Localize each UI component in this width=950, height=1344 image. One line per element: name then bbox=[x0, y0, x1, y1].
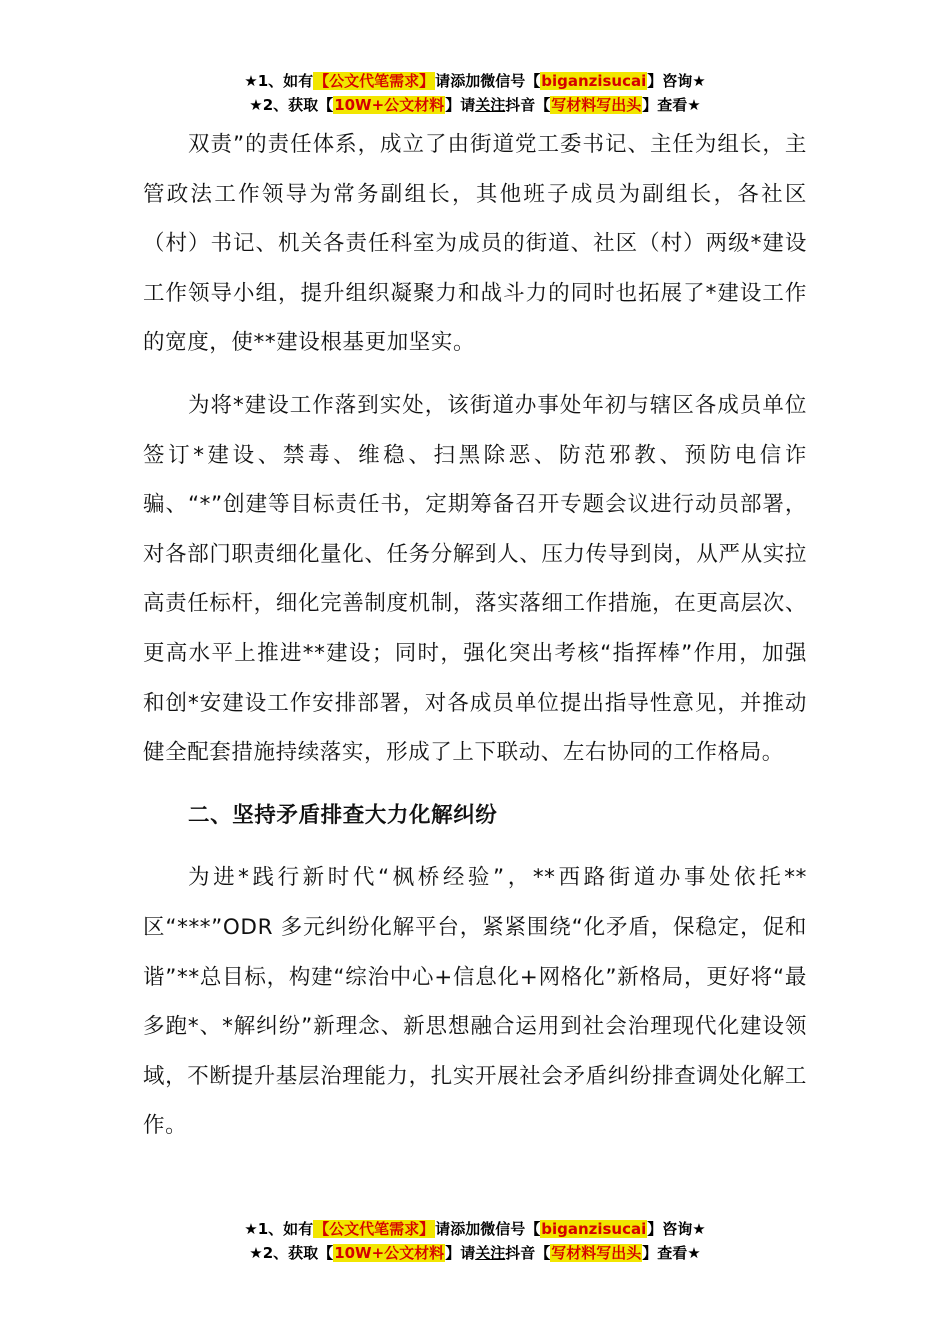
banner-line2-emphasis: 关注 bbox=[475, 96, 506, 114]
banner-line1-emphasis: 添加 bbox=[450, 72, 481, 90]
paragraph-responsibility-system: 双责”的责任体系，成立了由街道党工委书记、主任为组长，主管政法工作领导为常务副组长，其他班子成员为副组长，各社区（村）书记、机关各责任科室为成员的街道、社区（村）两级*建设工作领导小组，提升组织凝聚力和战斗力的同时也拓展了*建设工作的宽度，使**建设根基更加坚实。 bbox=[143, 132, 807, 356]
banner-line2-prefix: ★2、获取【 bbox=[249, 96, 334, 114]
footer-banner bbox=[0, 1217, 950, 1265]
banner-line1-mid: 请 bbox=[435, 72, 451, 90]
paragraph-implementation: 为将*建设工作落到实处，该街道办事处年初与辖区各成员单位签订*建设、禁毒、维稳、扫黑除恶、防范邪教、预防电信诈骗、“*”创建等目标责任书，定期筹备召开专题会议进行动员部署，对各部门职责细化量化、任务分解到人、压力传导到岗，从严从实拉高责任标杆，细化完善制度机制，落实落细工作措施，在更高层次、更高水平上推进**建设；同时，强化突出考核“指挥棒”作用，加强和创*安建设工作安排部署，对各成员单位提出指导性意见，并推动健全配套措施持续落实，形成了上下联动、左右协同的工作格局。 bbox=[143, 392, 807, 766]
document-body bbox=[143, 120, 807, 1151]
footer-line1-suffix: 】咨询★ bbox=[647, 1220, 706, 1238]
footer-banner-line-2 bbox=[0, 1241, 950, 1265]
banner-line2-douyin-account: 写材料写出头 bbox=[551, 96, 642, 114]
banner-line2-mid: 】请 bbox=[445, 96, 476, 114]
header-banner bbox=[0, 69, 950, 117]
banner-line1-prefix: ★1、如有 bbox=[244, 72, 314, 90]
footer-line2-suffix: 】查看★ bbox=[642, 1244, 701, 1262]
footer-line1-prefix: ★1、如有 bbox=[244, 1220, 314, 1238]
footer-line1-wechat-id: biganzisucai bbox=[541, 1220, 647, 1238]
footer-line2-highlight-materials: 10W+公文材料 bbox=[334, 1244, 445, 1262]
paragraph-dispute-resolution: 为进*践行新时代“枫桥经验”，**西路街道办事处依托**区“***”ODR 多元纠纷化解平台，紧紧围绕“化矛盾，保稳定，促和谐”**总目标，构建“综治中心+信息化+网格化”新格局，更好将“最多跑*、*解纠纷”新理念、新思想融合运用到社会治理现代化建设领域，不断提升基层治理能力，扎实开展社会矛盾纠纷排查调处化解工作。 bbox=[143, 865, 807, 1139]
banner-line1-wechat-id: biganzisucai bbox=[541, 72, 647, 90]
footer-line2-douyin-account: 写材料写出头 bbox=[551, 1244, 642, 1262]
banner-line-1 bbox=[0, 69, 950, 93]
footer-line1-mid2: 微信号【 bbox=[480, 1220, 541, 1238]
banner-line2-highlight-materials: 10W+公文材料 bbox=[334, 96, 445, 114]
footer-line1-mid: 请 bbox=[435, 1220, 451, 1238]
section-heading: 二、坚持矛盾排查大力化解纠纷 bbox=[188, 802, 498, 828]
footer-line1-highlight-service: 【公文代笔需求】 bbox=[314, 1220, 435, 1238]
banner-line1-suffix: 】咨询★ bbox=[647, 72, 706, 90]
banner-line1-mid2: 微信号【 bbox=[480, 72, 541, 90]
footer-line2-emphasis: 关注 bbox=[475, 1244, 506, 1262]
banner-line-2 bbox=[0, 93, 950, 117]
footer-banner-line-1 bbox=[0, 1217, 950, 1241]
footer-line1-emphasis: 添加 bbox=[450, 1220, 481, 1238]
banner-line2-mid2: 抖音【 bbox=[505, 96, 551, 114]
banner-line2-suffix: 】查看★ bbox=[642, 96, 701, 114]
footer-line2-prefix: ★2、获取【 bbox=[249, 1244, 334, 1262]
banner-line1-highlight-service: 【公文代笔需求】 bbox=[314, 72, 435, 90]
footer-line2-mid2: 抖音【 bbox=[505, 1244, 551, 1262]
footer-line2-mid: 】请 bbox=[445, 1244, 476, 1262]
